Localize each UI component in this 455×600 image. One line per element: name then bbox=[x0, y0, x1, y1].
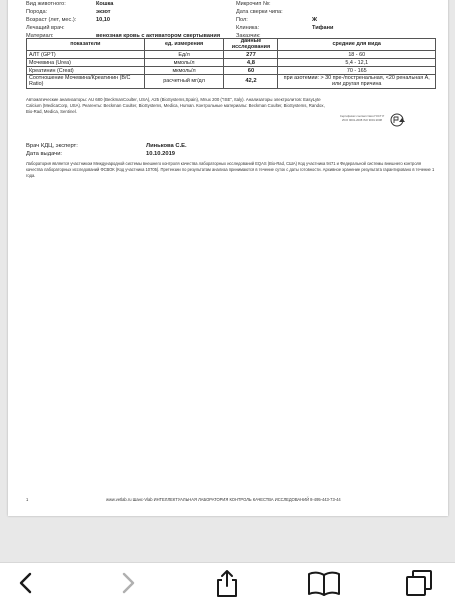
test-value: 60 bbox=[224, 67, 278, 75]
table-header-row bbox=[27, 39, 436, 51]
test-unit: Ед/л bbox=[144, 51, 224, 59]
certification-mark-icon bbox=[390, 113, 408, 127]
certification-block bbox=[338, 113, 408, 129]
info-label: Пол: bbox=[236, 17, 248, 23]
share-icon[interactable] bbox=[214, 569, 240, 597]
test-reference: при азотемии: > 30 пре-/постренальная, <20 ренальная А, или другая причина bbox=[278, 75, 436, 89]
info-label: Клиника: bbox=[236, 25, 260, 31]
info-label: Заказчик: bbox=[236, 33, 261, 39]
info-value: Кошка bbox=[96, 1, 114, 7]
test-value: 42,2 bbox=[224, 75, 278, 89]
info-label: Дата сверки чипа: bbox=[236, 9, 283, 15]
column-header: ед. измерения bbox=[144, 39, 224, 51]
signature-row bbox=[26, 142, 326, 150]
info-row bbox=[26, 8, 436, 16]
info-row bbox=[26, 24, 436, 32]
test-name: Мочевина (Urea) bbox=[27, 59, 145, 67]
info-value: экзот bbox=[96, 9, 111, 15]
test-name: АЛТ (GPT) bbox=[27, 51, 145, 59]
test-unit: ммоль/л bbox=[144, 59, 224, 67]
info-label: Лечащий врач: bbox=[26, 25, 65, 31]
test-name: Соотношение Мочевина/Креатинин (B/C Ratio) bbox=[27, 75, 145, 89]
book-icon[interactable] bbox=[306, 569, 342, 597]
signature-block bbox=[26, 142, 326, 158]
table-row bbox=[27, 51, 436, 59]
info-label: Вид животного: bbox=[26, 1, 66, 7]
test-reference: 5,4 - 12,1 bbox=[278, 59, 436, 67]
footer-text: www.vetlab.ru Шанс-Vlab ИНТЕЛЛЕКТУАЛЬНАЯ ЛАБОРАТОРИЯ КОНТРОЛЬ КАЧЕСТВА ИССЛЕДОВАНИЙ 8-495-443-73-44 bbox=[106, 497, 341, 502]
info-value bbox=[96, 24, 236, 32]
certification-text: Сертификат соответствия ГОСТ Р ИСО 9001-2008 ISO 9001:2008 bbox=[339, 114, 385, 122]
column-header: данные исследования bbox=[224, 39, 278, 51]
column-header: показатели bbox=[27, 39, 145, 51]
table-row bbox=[27, 67, 436, 75]
info-value: венозная кровь с активатором свертывания bbox=[96, 33, 221, 39]
patient-info bbox=[26, 0, 436, 40]
info-label: Микрочип №: bbox=[236, 1, 271, 7]
column-header: средние для вида bbox=[278, 39, 436, 51]
info-row bbox=[26, 16, 436, 24]
chevron-right-icon[interactable] bbox=[116, 569, 140, 597]
test-name: Креатинин (Creat) bbox=[27, 67, 145, 75]
signature-value: Линькова С.Е. bbox=[146, 143, 187, 149]
chevron-left-icon[interactable] bbox=[14, 569, 38, 597]
info-label: Порода: bbox=[26, 9, 48, 15]
info-row bbox=[26, 0, 436, 8]
test-value: 277 bbox=[224, 51, 278, 59]
results-table bbox=[26, 38, 436, 89]
browser-toolbar bbox=[0, 562, 455, 600]
equipment-text: Автоматические анализаторы: AU 680 (BeckmanCoulter, USA), A25 (BioSystems,Spain), Mnux 200 ("ISE", Italy). Анализаторы электролитов: EasyLyte Calcium (MedicaCorp, USA). Реагенты: Beckman Coulter, BioSystems, Medica, Human. Контрольные материалы: Beckman Coulter, BioSystems, Randox, Bio-Rad, Medica, Sentinel. bbox=[26, 97, 325, 114]
lab-report-page bbox=[8, 0, 448, 516]
test-reference: 18 - 60 bbox=[278, 51, 436, 59]
signature-label: Дата выдачи: bbox=[26, 151, 63, 157]
info-label: Материал: bbox=[26, 33, 54, 39]
test-unit: расчетный мг/дл bbox=[144, 75, 224, 89]
info-value: Тифани bbox=[312, 25, 334, 31]
test-value: 4,8 bbox=[224, 59, 278, 67]
info-value: 10,10 bbox=[96, 17, 110, 23]
info-label: Возраст (лет, мес.): bbox=[26, 17, 77, 23]
table-row bbox=[27, 59, 436, 67]
tabs-icon[interactable] bbox=[404, 569, 434, 597]
test-unit: мкмоль/л bbox=[144, 67, 224, 75]
signature-value: 10.10.2019 bbox=[146, 151, 176, 157]
test-reference: 70 - 165 bbox=[278, 67, 436, 75]
notes-text: Лаборатория является участником Международной системы внешнего контроля качества лабораторных исследований EQAS (Bio-Rad, США) Код участника 9471 и Федеральной системы внешнего контроля качества лабораторных исследований ФСВОК (Код участника 10705). Претензии по результатам анализа принимаются в течение суток с даты готовности. Архивное хранение результата гарантировано в течение 1 года. bbox=[26, 161, 435, 178]
signature-row bbox=[26, 150, 326, 158]
page-number: 1 bbox=[26, 497, 29, 502]
info-value: Ж bbox=[312, 17, 318, 23]
signature-label: Врач КДЦ, эксперт: bbox=[26, 143, 78, 149]
table-row bbox=[27, 75, 436, 89]
